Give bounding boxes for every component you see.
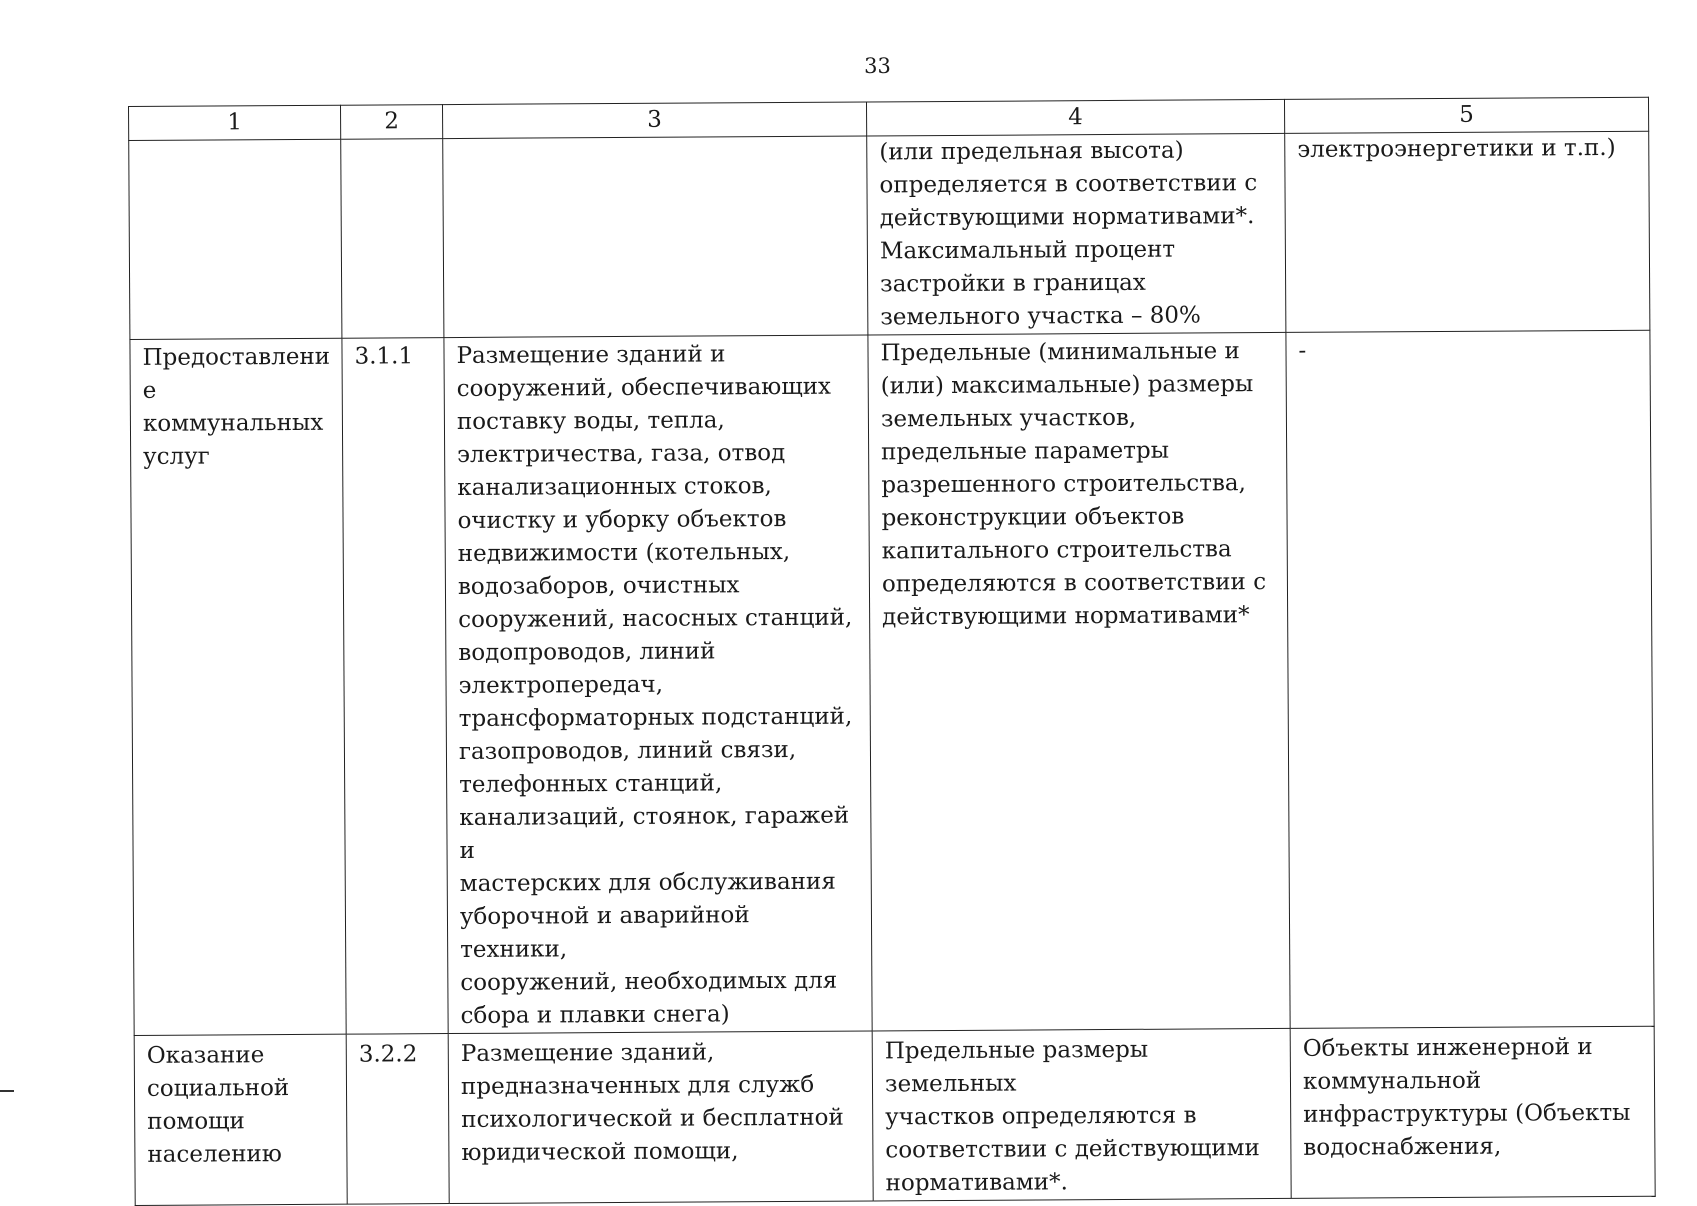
regulations-table [128,97,1656,1206]
column-header-3: 3 [442,102,866,139]
table-row [130,330,1654,1035]
row-1-col-2 [341,139,444,339]
table-row [129,131,1650,339]
column-header-5: 5 [1284,97,1648,133]
row-1-col-1 [129,139,342,339]
row-1-col-3 [443,136,868,338]
row-3-note: Объекты инженерной и коммунальной инфраструктуры (Объекты водоснабжения, [1290,1026,1655,1198]
row-3-description: Размещение зданий, предназначенных для служб психологической и бесплатной юридической помощи, [448,1031,873,1204]
table-row [134,1026,1655,1205]
row-3-parameters: Предельные размеры земельных участков определяются в соответствии с действующими нормативами*. [872,1028,1291,1201]
row-2-parameters: Предельные (минимальные и (или) максимальные) размеры земельных участков, предельные параметры разрешенного строительства, реконструкции объектов капитального строительства определяются в соответствии с действующими нормативами* [868,332,1290,1031]
page-number: 33 [864,54,891,78]
row-1-note: электроэнергетики и т.п.) [1285,131,1650,332]
column-header-1: 1 [129,105,341,140]
row-2-code: 3.1.1 [342,338,448,1035]
row-2-description: Размещение зданий и сооружений, обеспечивающих поставку воды, тепла, электричества, газа, отвод канализационных стоков, очистку и уборку объектов недвижимости (котельных, водозаборов, очистных сооружений, насосных станций, водопроводов, линий электропередач, трансформаторных подстанций, газопроводов, линий связи, телефонных станций, канализаций, стоянок, гаражей и мастерских для обслуживания уборочной и аварийной техники, сооружений, необходимых для сбора и плавки снега) [444,335,872,1034]
column-header-2: 2 [340,105,442,140]
row-3-use-name: Оказание социальной помощи населению [134,1034,347,1205]
row-2-note: - [1286,330,1654,1028]
row-1-parameters: (или предельная высота) определяется в соответствии с действующими нормативами*. Максимальный процент застройки в границах земельного участка – 80% [867,133,1286,335]
row-2-use-name: Предоставлени е коммунальных услуг [130,338,346,1035]
row-3-code: 3.2.2 [346,1034,449,1205]
margin-tick-mark [0,1090,14,1092]
column-header-4: 4 [866,99,1284,136]
